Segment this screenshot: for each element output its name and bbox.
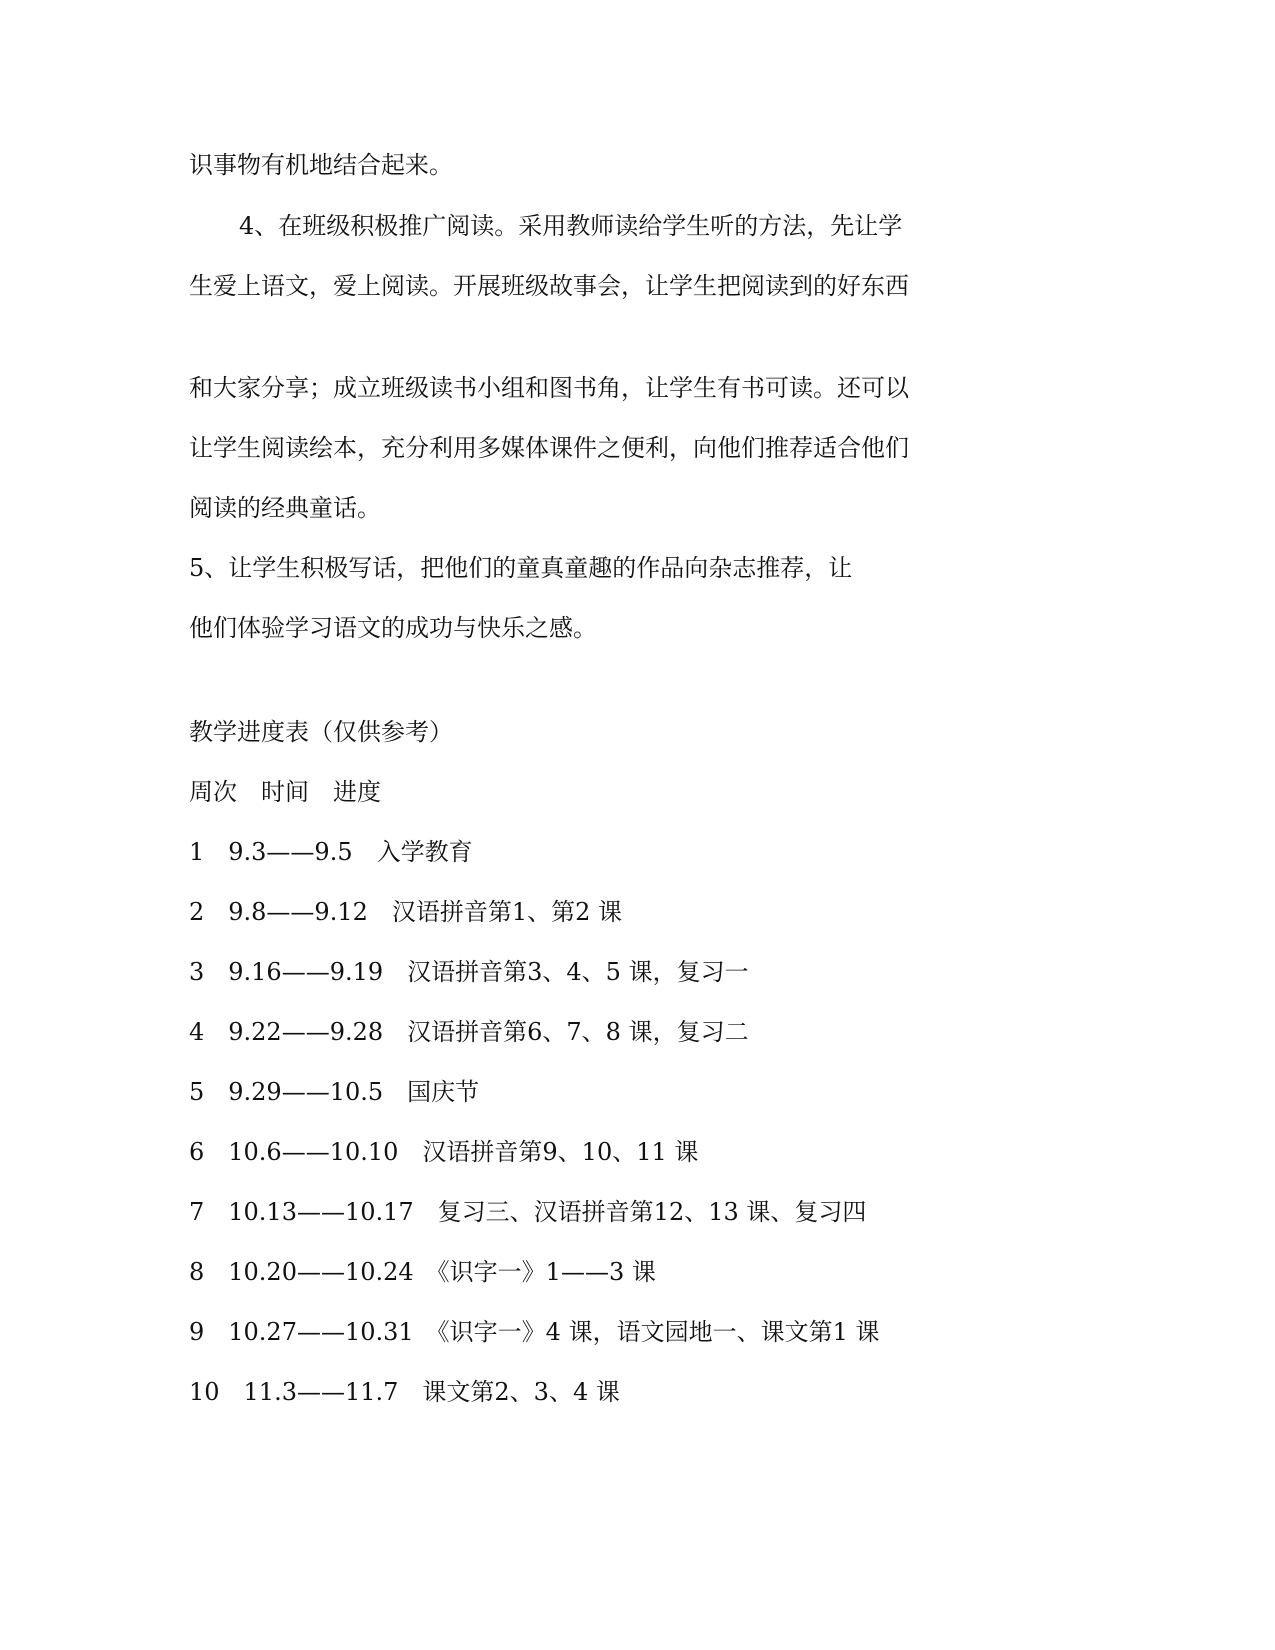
paragraph-line: 5、让学生积极写话，把他们的童真童趣的作品向杂志推荐，让 [189,554,853,582]
schedule-header: 周次 时间 进度 [189,778,381,806]
schedule-row: 9 10.27——10.31 《识字一》4 课，语文园地一、课文第1 课 [189,1318,880,1346]
schedule-row: 5 9.29——10.5 国庆节 [189,1078,480,1106]
paragraph-line: 4、在班级积极推广阅读。采用教师读给学生听的方法，先让学 [239,212,903,240]
paragraph-line: 识事物有机地结合起来。 [189,151,453,179]
paragraph-line: 他们体验学习语文的成功与快乐之感。 [189,614,597,642]
schedule-title: 教学进度表（仅供参考） [189,718,453,746]
paragraph-line: 生爱上语文，爱上阅读。开展班级故事会，让学生把阅读到的好东西 [189,272,909,300]
schedule-row: 3 9.16——9.19 汉语拼音第3、4、5 课，复习一 [189,958,749,986]
schedule-row: 7 10.13——10.17 复习三、汉语拼音第12、13 课、复习四 [189,1198,867,1226]
paragraph-line: 让学生阅读绘本，充分利用多媒体课件之便利，向他们推荐适合他们 [189,434,909,462]
schedule-row: 2 9.8——9.12 汉语拼音第1、第2 课 [189,898,623,926]
paragraph-line: 和大家分享；成立班级读书小组和图书角，让学生有书可读。还可以 [189,374,909,402]
schedule-row: 1 9.3——9.5 入学教育 [189,838,473,866]
schedule-row: 4 9.22——9.28 汉语拼音第6、7、8 课，复习二 [189,1018,749,1046]
schedule-row: 10 11.3——11.7 课文第2、3、4 课 [189,1378,620,1406]
schedule-row: 8 10.20——10.24 《识字一》1——3 课 [189,1258,656,1286]
paragraph-line: 阅读的经典童话。 [189,494,381,522]
schedule-row: 6 10.6——10.10 汉语拼音第9、10、11 课 [189,1138,699,1166]
